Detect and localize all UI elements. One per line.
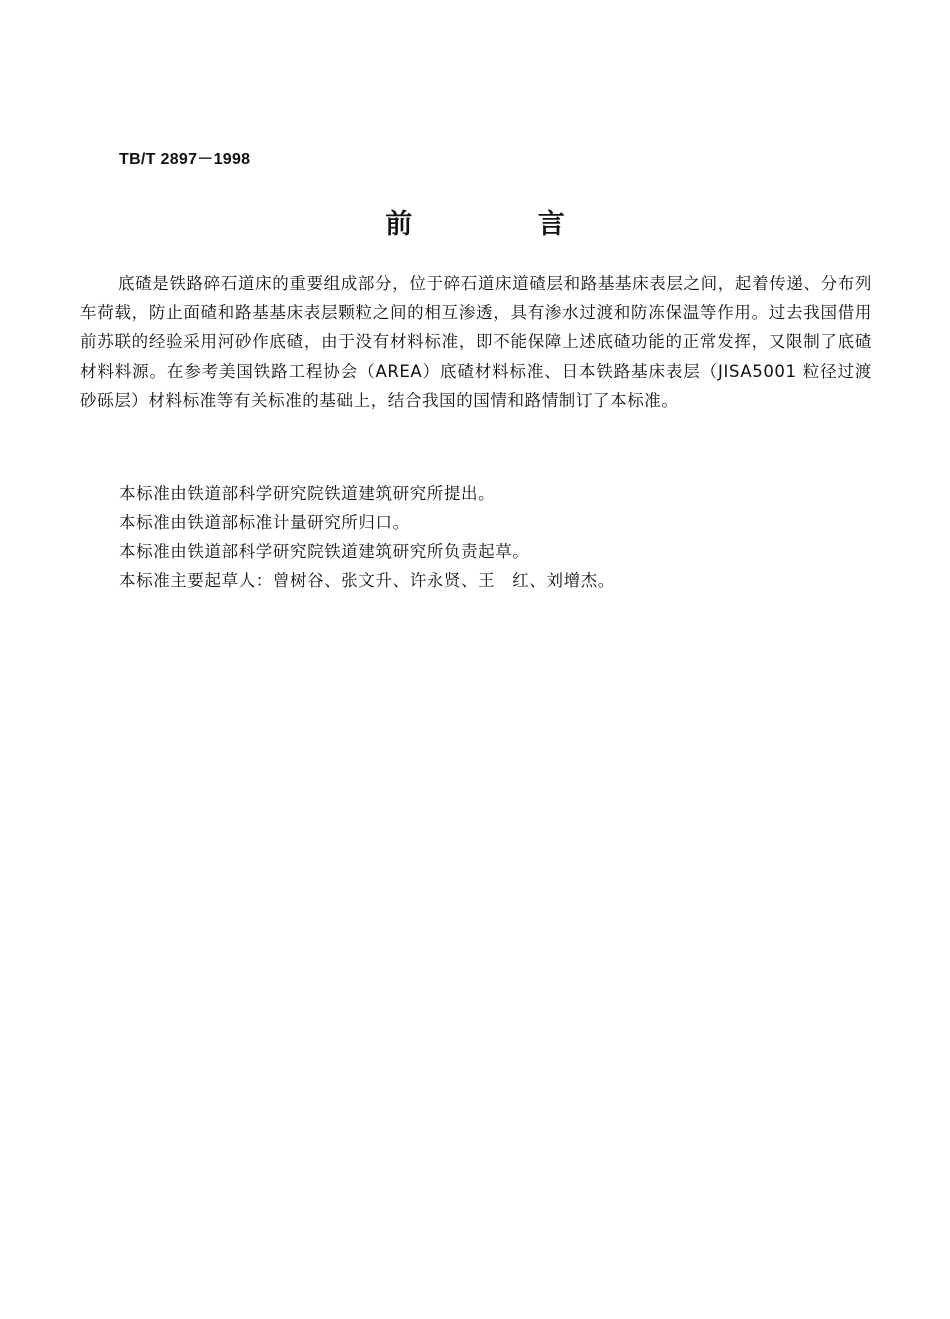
note-drafters: 本标准主要起草人：曾树谷、张文升、许永贤、王 红、刘增杰。 [119, 571, 615, 590]
note-proposer: 本标准由铁道部科学研究院铁道建筑研究所提出。 [119, 484, 496, 503]
page-title: 前 言 [385, 209, 623, 240]
preface-paragraph: 底碴是铁路碎石道床的重要组成部分，位于碎石道床道碴层和路基基床表层之间，起着传递、分布列车荷载，防止面碴和路基基床表层颗粒之间的相互渗透，具有渗水过渡和防冻保温等作用。过去我国借用前苏联的经验采用河砂作底碴，由于没有材料标准，即不能保障上述底碴功能的正常发挥，又限制了底碴材料料源。在参考美国铁路工程协会（AREA）底碴材料标准、日本铁路基床表层（JISA5001 粒径过渡砂砾层）材料标准等有关标准的基础上，结合我国的国情和路情制订了本标准。 [80, 274, 872, 410]
note-drafter-org: 本标准由铁道部科学研究院铁道建筑研究所负责起草。 [119, 542, 530, 561]
standard-code: TB/T 2897－1998 [119, 151, 251, 168]
note-administrator: 本标准由铁道部标准计量研究所归口。 [119, 513, 410, 532]
preface-notes [119, 479, 879, 595]
